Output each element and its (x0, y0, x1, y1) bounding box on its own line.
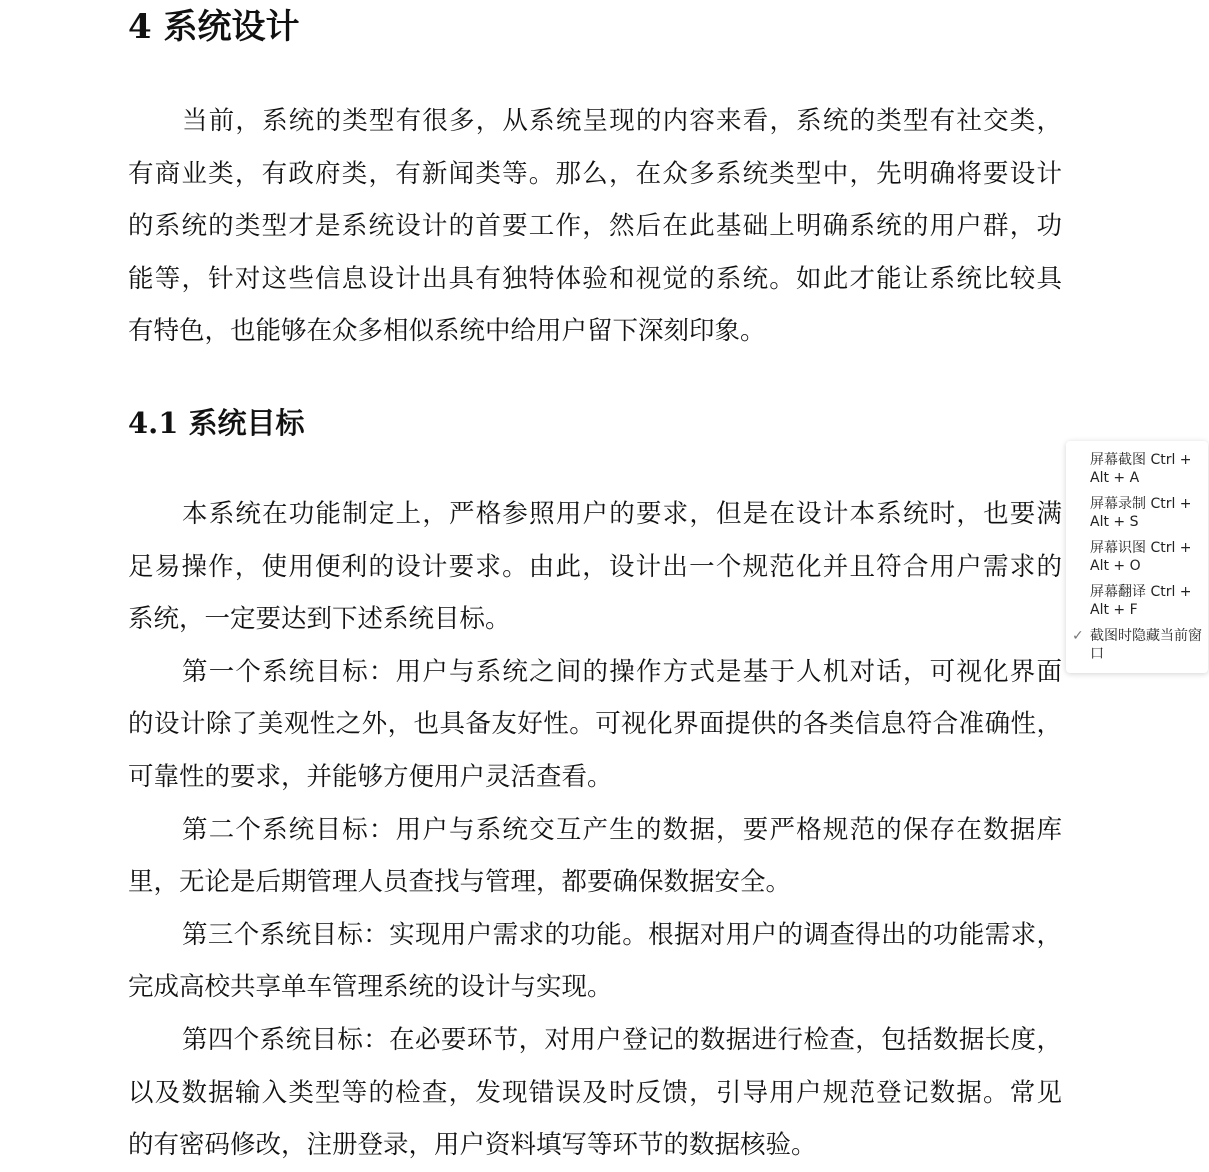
menu-item[interactable] (1066, 447, 1208, 491)
intro-paragraph (128, 95, 1062, 358)
menu-item[interactable] (1066, 579, 1208, 623)
text-line: 足易操作，使用便利的设计要求。由此，设计出一个规范化并且符合用户需求的 (128, 551, 1062, 582)
text-line: 完成高校共享单车管理系统的设计与实现。 (128, 972, 613, 1003)
text-line: 系统，一定要达到下述系统目标。 (128, 604, 511, 635)
menu-item-label: 屏幕截图 Ctrl + Alt + A (1090, 452, 1192, 486)
text-line: 第三个系统目标：实现用户需求的功能。根据对用户的调查得出的功能需求， (182, 919, 1062, 950)
text-line: 可靠性的要求，并能够方便用户灵活查看。 (128, 761, 613, 792)
text-line: 第二个系统目标：用户与系统交互产生的数据，要严格规范的保存在数据库 (182, 814, 1062, 845)
menu-item-label: 截图时隐藏当前窗口 (1090, 628, 1202, 662)
menu-item[interactable] (1066, 491, 1208, 535)
text-line: 以及数据输入类型等的检查，发现错误及时反馈，引导用户规范登记数据。常见 (128, 1077, 1062, 1108)
paragraph (128, 804, 1062, 909)
text-line: 有商业类，有政府类，有新闻类等。那么，在众多系统类型中，先明确将要设计 (128, 158, 1062, 189)
menu-item-label: 屏幕翻译 Ctrl + Alt + F (1090, 584, 1192, 618)
menu-item-label: 屏幕录制 Ctrl + Alt + S (1090, 496, 1192, 530)
text-line: 第四个系统目标：在必要环节，对用户登记的数据进行检查，包括数据长度， (182, 1024, 1062, 1055)
section-heading: 4.1 系统目标 (128, 406, 305, 440)
text-line: 有特色，也能够在众多相似系统中给用户留下深刻印象。 (128, 316, 766, 347)
check-icon: ✓ (1072, 628, 1084, 644)
menu-item[interactable] (1066, 535, 1208, 579)
text-line: 能等，针对这些信息设计出具有独特体验和视觉的系统。如此才能让系统比较具 (128, 263, 1062, 294)
text-line: 的系统的类型才是系统设计的首要工作，然后在此基础上明确系统的用户群，功 (128, 211, 1062, 242)
menu-item[interactable] (1066, 623, 1208, 667)
text-line: 第一个系统目标：用户与系统之间的操作方式是基于人机对话，可视化界面 (182, 656, 1062, 687)
screenshot-context-menu (1066, 441, 1208, 673)
text-line: 当前，系统的类型有很多，从系统呈现的内容来看，系统的类型有社交类， (182, 106, 1062, 136)
paragraph (128, 95, 1062, 358)
menu-item-label: 屏幕识图 Ctrl + Alt + O (1090, 540, 1192, 574)
paragraph (128, 1014, 1062, 1172)
text-line: 的设计除了美观性之外，也具备友好性。可视化界面提供的各类信息符合准确性， (128, 709, 1062, 740)
section-body (128, 488, 1062, 1172)
paragraph (128, 909, 1062, 1014)
text-line: 里，无论是后期管理人员查找与管理，都要确保数据安全。 (128, 867, 792, 898)
paragraph (128, 646, 1062, 804)
text-line: 本系统在功能制定上，严格参照用户的要求，但是在设计本系统时，也要满 (182, 499, 1062, 529)
chapter-heading: 4 系统设计 (128, 7, 300, 47)
text-line: 的有密码修改，注册登录，用户资料填写等环节的数据核验。 (128, 1130, 817, 1161)
paragraph (128, 488, 1062, 646)
